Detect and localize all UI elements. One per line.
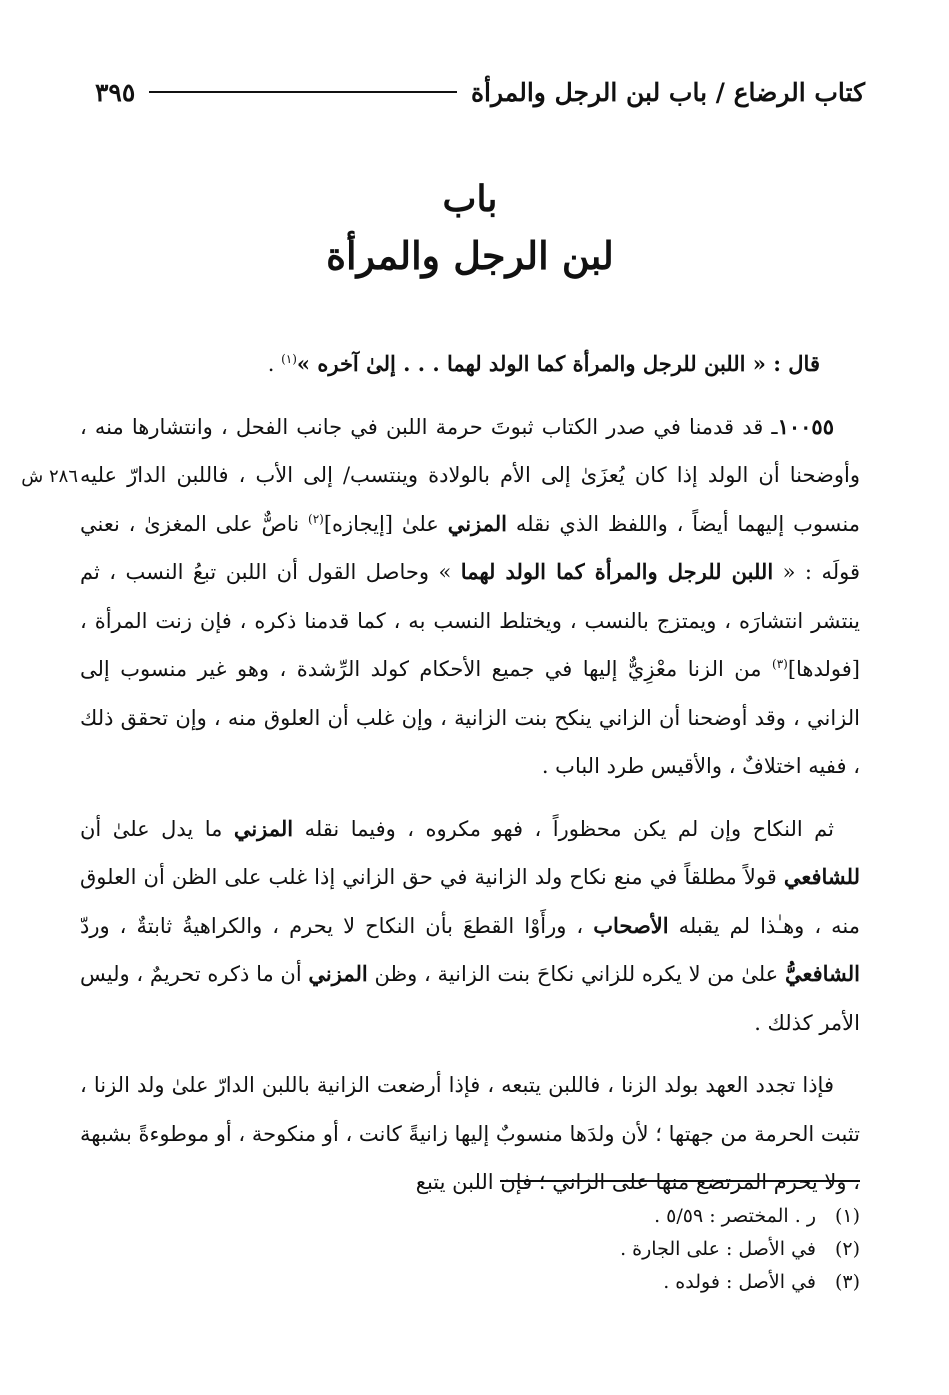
p2-text-f: أن ما ذكره تحريمٌ ، وليس الأمر كذلك . bbox=[80, 962, 860, 1035]
name-muzani-3: المزني bbox=[308, 961, 368, 986]
footnote-number: (٢) bbox=[834, 1238, 860, 1260]
footnotes bbox=[80, 1200, 860, 1299]
paragraph-3: فإذا تجدد العهد بولد الزنا ، فاللبن يتبعه ، فإذا أرضعت الزانية باللبن الدارّ علىٰ ولد الزنا ، تثبت الحرمة من جهتها ؛ لأن ولدَها منسوبٌ إليها زانيةً كانت ، أو منكوحة ، أو موطوءةً بشبهة ، ولا يحرم المرتضع منها على الزاني ؛ فإن اللبن يتبع bbox=[80, 1073, 860, 1194]
name-muzani: المزني bbox=[447, 510, 507, 536]
qal-suffix: » bbox=[296, 351, 318, 376]
qal-paragraph bbox=[80, 340, 860, 389]
footnote-separator bbox=[500, 1180, 860, 1182]
p2-text-b: ما يدل علىٰ أن bbox=[80, 816, 234, 841]
running-header bbox=[95, 70, 865, 114]
footnote-item bbox=[80, 1200, 860, 1233]
p1-text-c: ناصٌّ على المغزىٰ ، نعني قولَه : « bbox=[80, 511, 860, 584]
chapter-heading-line2: لبن الرجل والمرأة bbox=[326, 233, 614, 278]
footnote-item bbox=[80, 1266, 860, 1299]
issue-number: ١٠٠٥٥ bbox=[777, 413, 834, 439]
name-muzani-2: المزني bbox=[233, 815, 294, 841]
p1-text-e: من الزنا معْزِيٌّ إليها في جميع الأحكام كولد الرِّشدة ، وهو غير منسوب إلى الزاني ، وقد أوضحنا أن الزاني ينكح بنت الزانية ، وإن غلب أن العلوق منه ، وإن تحقق ذلك ، ففيه اختلافٌ ، والأقيس طرد الباب . bbox=[80, 657, 860, 778]
footnote-item bbox=[80, 1233, 860, 1266]
chapter-heading-line1: باب bbox=[442, 178, 498, 220]
footnote-number: (١) bbox=[834, 1205, 860, 1227]
p2-text-d: ، ورأَوْا القطعَ بأن النكاح لا يحرم ، والكراهيةُ ثابتةٌ ، وردّ bbox=[80, 913, 594, 938]
p1-text-d: » وحاصل القول أن اللبن تبعُ النسب ، ثم ينتشر انتشارَه ، ويمتزج بالنسب ، ويختلط النسب به ، كما قدمنا ذكره ، فإن زنت المرأة ، [فولدها] bbox=[80, 560, 860, 681]
footnote-text: في الأصل : على الجارة . bbox=[620, 1238, 816, 1260]
footnote-number: (٣) bbox=[834, 1271, 860, 1293]
footnote-ref-1: (١) bbox=[281, 352, 297, 366]
qal-end: . bbox=[267, 352, 282, 376]
p2-text-e: علىٰ من لا يكره للزاني نكاحَ بنت الزانية ، وظن bbox=[367, 962, 785, 986]
p1-text-a: ـ قد قدمنا في صدر الكتاب ثبوتَ حرمة اللبن في جانب الفحل ، وانتشارها منه ، وأوضحنا أن الولد إذا كان يُعزَىٰ إلى الأم بالولادة وينتسب/ إلى الأب ، فاللبن الدارّ عليه منسوب إليهما أيضاً ، واللفظ الذي نقله bbox=[80, 414, 861, 536]
name-shafii: للشافعي bbox=[783, 864, 860, 889]
header-rule bbox=[149, 91, 457, 93]
paragraph-2 bbox=[80, 805, 860, 1048]
name-ashab: الأصحاب bbox=[593, 912, 669, 938]
name-shafii-2: الشافعيُّ bbox=[784, 961, 860, 986]
p2-text-a: ثم النكاح وإن لم يكن محظوراً ، فهو مكروه ، وفيما نقله bbox=[293, 816, 834, 841]
header-title: كتاب الرضاع / باب لبن الرجل والمرأة bbox=[470, 77, 865, 107]
margin-manuscript-ref: ٢٨٦ ش bbox=[21, 466, 78, 487]
main-text bbox=[80, 340, 860, 1207]
page-number: ٣٩٥ bbox=[95, 77, 136, 107]
footnote-ref-2: (٢) bbox=[308, 511, 324, 526]
qal-prefix: قال : « bbox=[745, 351, 820, 376]
p1-quote: اللبن للرجل والمرأة كما الولد لهما bbox=[460, 559, 774, 584]
footnote-ref-3: (٣) bbox=[772, 657, 788, 671]
qal-quote: اللبن للرجل والمرأة كما الولد لهما . . . إلىٰ آخره bbox=[317, 351, 746, 376]
p2-text-c: قولاً مطلقاً في منع نكاح ولد الزانية في حق الزاني إذا غلب على الظن أن العلوق منه ، وهـٰذا لم يقبله bbox=[80, 865, 860, 938]
footnote-text: في الأصل : فولده . bbox=[663, 1271, 816, 1293]
p1-text-b: علىٰ [إيجازه] bbox=[323, 511, 448, 536]
footnote-text: ر . المختصر : ٥/٥٩ . bbox=[654, 1205, 816, 1227]
paragraph-10055 bbox=[80, 403, 860, 791]
